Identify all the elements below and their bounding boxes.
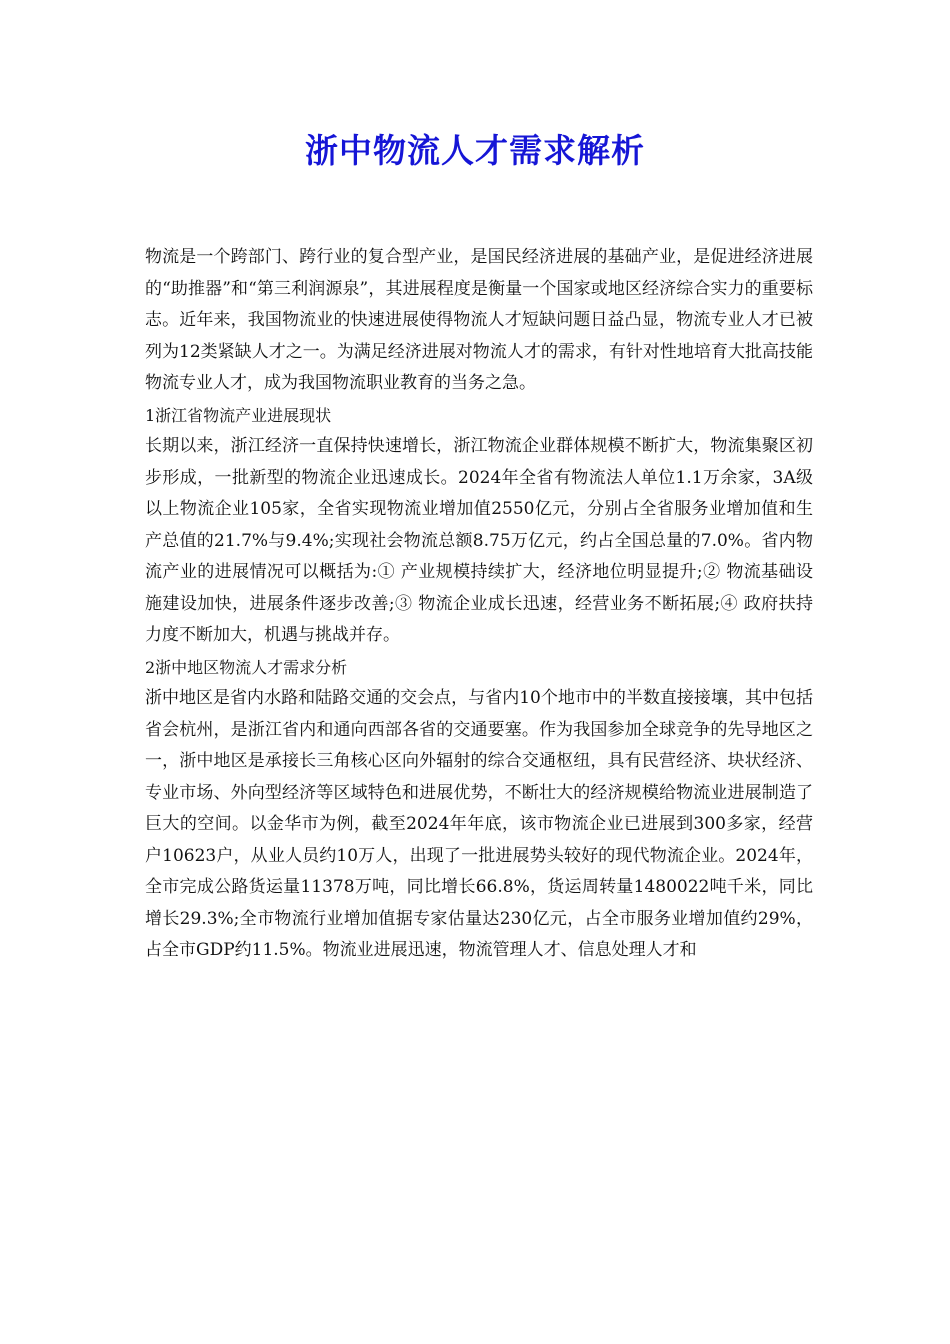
section-1-paragraph: 长期以来，浙江经济一直保持快速增长，浙江物流企业群体规模不断扩大，物流集聚区初步形成，一批新型的物流企业迅速成长。2024年全省有物流法人单位1.1万余家，3A级以上物流企业105家，全省实现物流业增加值2550亿元，分别占全省服务业增加值和生产总值的21.7%与9.4%;实现社会物流总额8.75万亿元，约占全国总量的7.0%。省内物流产业的进展情况可以概括为:① 产业规模持续扩大，经济地位明显提升;② 物流基础设施建设加快，进展条件逐步改善;③ 物流企业成长迅速，经营业务不断拓展;④ 政府扶持力度不断加大，机遇与挑战并存。 [145, 436, 813, 645]
section-2-paragraph: 浙中地区是省内水路和陆路交通的交会点，与省内10个地市中的半数直接接壤，其中包括省会杭州，是浙江省内和通向西部各省的交通要塞。作为我国参加全球竞争的先导地区之一，浙中地区是承接长三角核心区向外辐射的综合交通枢纽，具有民营经济、块状经济、专业市场、外向型经济等区域特色和进展优势，不断壮大的经济规模给物流业进展制造了巨大的空间。以金华市为例，截至2024年年底，该市物流企业已进展到300多家，经营户10623户，从业人员约10万人，出现了一批进展势头较好的现代物流企业。2024年，全市完成公路货运量11378万吨，同比增长66.8%，货运周转量1480022吨千米，同比增长29.3%;全市物流行业增加值据专家估量达230亿元，占全市服务业增加值约29%，占全市GDP约11.5%。物流业进展迅速，物流管理人才、信息处理人才和 [145, 688, 813, 960]
intro-paragraph: 物流是一个跨部门、跨行业的复合型产业，是国民经济进展的基础产业，是促进经济进展的“助推器”和“第三利润源泉”，其进展程度是衡量一个国家或地区经济综合实力的重要标志。近年来，我国物流业的快速进展使得物流人才短缺问题日益凸显，物流专业人才已被列为12类紧缺人才之一。为满足经济进展对物流人才的需求，有针对性地培育大批高技能物流专业人才，成为我国物流职业教育的当务之急。 [145, 247, 813, 393]
section-heading-2: 2浙中地区物流人才需求分析 [145, 657, 348, 677]
document-body [145, 242, 813, 967]
section-heading-1: 1浙江省物流产业进展现状 [145, 405, 332, 425]
document-title: 浙中物流人才需求解析 [305, 131, 645, 170]
